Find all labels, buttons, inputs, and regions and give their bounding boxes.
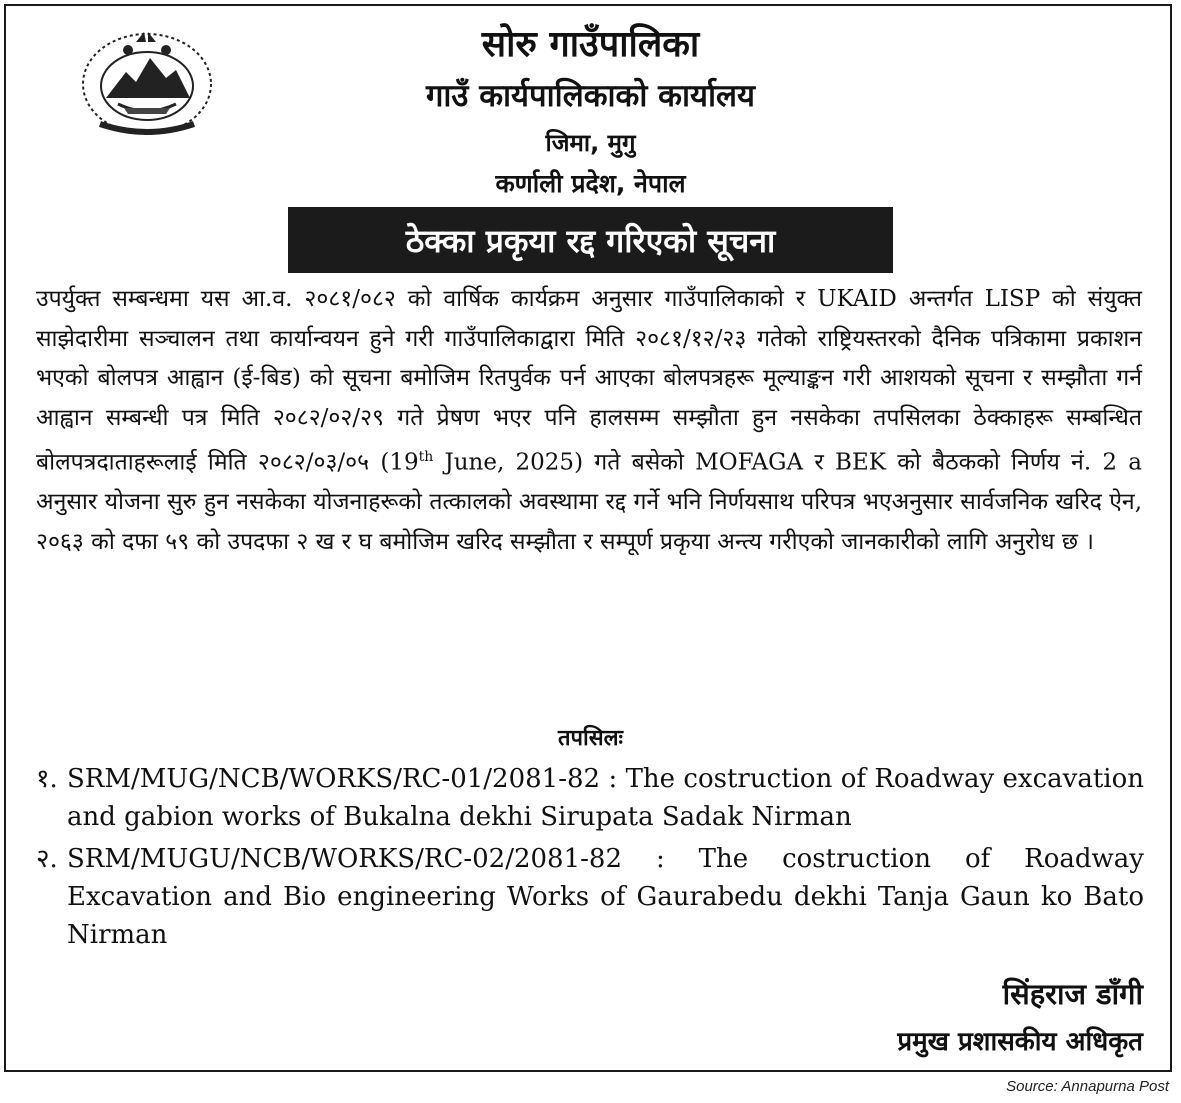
- schedule-heading: तपसिलः: [558, 726, 623, 751]
- item-text: SRM/MUG/NCB/WORKS/RC-01/2081-82 : The costruction of Roadway excavation and gabion works of Bukalna dekhi Sirupata Sadak Nirman: [67, 764, 1144, 832]
- province-name: कर्णाली प्रदेश, नेपाल: [495, 169, 686, 198]
- notice-body: [36, 280, 1142, 562]
- office-address: जिमा, मुगु: [545, 129, 636, 157]
- source-credit: Source: Annapurna Post: [1006, 1078, 1169, 1095]
- signatory-title: प्रमुख प्रशासकीय अधिकृत: [897, 1027, 1143, 1057]
- list-item: [36, 760, 1144, 836]
- municipality-name: सोरु गाउँपालिका: [481, 24, 700, 65]
- schedule-list: [36, 760, 1144, 958]
- item-number: २.: [36, 844, 58, 874]
- date-ordinal-suffix: th: [418, 449, 434, 465]
- body-text-part-2: June, 2025) गते बसेको MOFAGA र BEK को बैठकको निर्णय नं. 2 a अनुसार योजना सुरु हुन नसकेका योजनाहरूको तत्कालको अवस्थामा रद्द गर्ने भनि निर्णयसाथ परिपत्र भएअनुसार सार्वजनिक खरिद ऐन, २०६३ को दफा ५९ को उपदफा २ ख र घ बमोजिम खरिद सम्झौता र सम्पूर्ण प्रकृया अन्त्य गरीएको जानकारीको लागि अनुरोध छ ।: [36, 449, 1142, 555]
- item-number: १.: [36, 764, 58, 794]
- office-name: गाउँ कार्यपालिकाको कार्यालय: [425, 78, 756, 114]
- signatory-name: सिंहराज डाँगी: [1002, 977, 1143, 1011]
- item-text: SRM/MUGU/NCB/WORKS/RC-02/2081-82 : The costruction of Roadway Excavation and Bio engineering Works of Gaurabedu dekhi Tanja Gaun ko Bato Nirman: [67, 844, 1144, 950]
- notice-title: ठेक्का प्रकृया रद्द गरिएको सूचना: [288, 207, 893, 273]
- body-text-part-1: उपर्युक्त सम्बन्धमा यस आ.व. २०८१/०८२ को वार्षिक कार्यक्रम अनुसार गाउँपालिकाको र UKAID अन्तर्गत LISP को संयुक्त साझेदारीमा सञ्चालन तथा कार्यान्वयन हुने गरी गाउँपालिकाद्वारा मिति २०८१/१२/२३ गतेको राष्ट्रियस्तरको दैनिक पत्रिकामा प्रकाशन भएको बोलपत्र आह्वान (ई-बिड) को सूचना बमोजिम रितपुर्वक पर्न आएका बोलपत्रहरू मूल्याङ्कन गरी आशयको सूचना र सम्झौता गर्न आह्वान सम्बन्धी पत्र मिति २०८२/०२/२९ गते प्रेषण भएर पनि हालसम्म सम्झौता हुन नसकेका तपसिलका ठेक्काहरू सम्बन्धित बोलपत्रदाताहरूलाई मिति २०८२/०३/०५ (19: [36, 286, 1142, 476]
- list-item: [36, 840, 1144, 954]
